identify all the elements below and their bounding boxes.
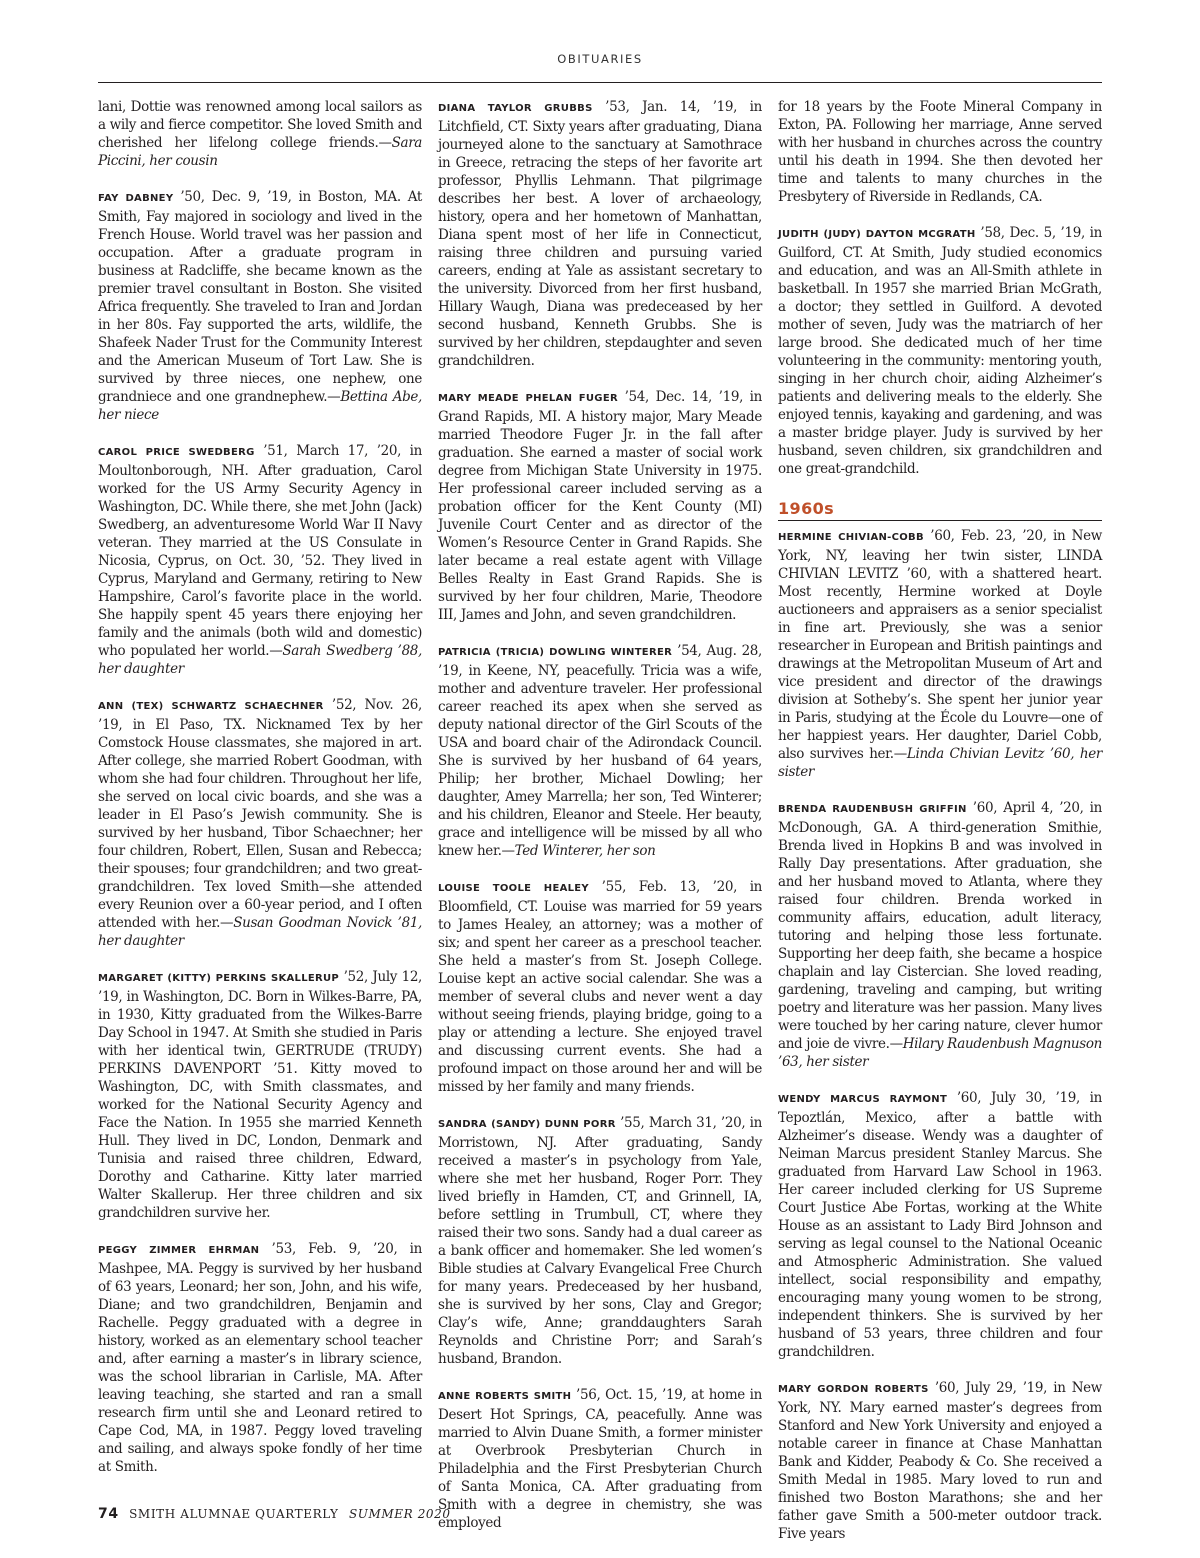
obituary-signature: Ted Winterer, her son — [514, 843, 656, 859]
obituary-entry — [438, 642, 762, 860]
obituary-entry — [778, 1379, 1102, 1543]
obituary-signature: Linda Chivian Levitz ’60, her sister — [778, 746, 1102, 780]
obituary-text: ’53, Jan. 14, ’19, in Litchfield, CT. Sixty years after graduating, Diana journeyed alone to the sanctuary at Samothrace in Greece, retracing the steps of her favorite art professor, Phyllis Lehmann. That pilgrimage describes her best. A lover of archaeology, history, opera and her hometown of Manhattan, Diana spent most of her life in Connecticut, raising three children and pursuing varied careers, ending at Yale as assistant secretary to the university. Divorced from her first husband, Hillary Waugh, Diana was predeceased by her second husband, Kenneth Grubbs. She is survived by her children, stepdaughter and seven grandchildren. — [438, 99, 762, 369]
obituary-text: ’54, Aug. 28, ’19, in Keene, NY, peacefully. Tricia was a wife, mother and adventure traveler. Her professional career reached its apex when she served as deputy national director of the Girl Scouts of the USA and board chair of the Adirondack Council. She is survived by her husband of 64 years, Philip; her brother, Michael Dowling; her daughter, Amey Marrella; her son, Ted Winterer; and his children, Eleanor and Steele. Her beauty, grace and intelligence will be missed by all who knew her.— — [438, 643, 762, 859]
obituary-signature: Sarah Swedberg ’88, her daughter — [98, 643, 422, 677]
obituary-entry — [778, 98, 1102, 206]
column-1 — [98, 98, 422, 1488]
obituary-name: JUDITH (JUDY) DAYTON MCGRATH — [778, 229, 976, 240]
column-2 — [438, 98, 763, 1531]
obituary-text: ’55, Feb. 13, ’20, in Bloomfield, CT. Louise was married for 59 years to James Healey, an attorney; was a mother of six; and spent her career as a preschool teacher. She held a master’s from St. Joseph College. Louise kept an active social calendar. She was a member of several clubs and never went a day without seeing friends, playing bridge, going to a play or attending a lecture. She enjoyed travel and discussing current events. She had a profound impact on those around her and will be missed by her family and many friends. — [438, 879, 763, 1095]
obituary-text: ’60, April 4, ’20, in McDonough, GA. A third-generation Smithie, Brenda lived in Hopkins B and was involved in Rally Day presentations. After graduation, she and her husband moved to Atlanta, where they raised four children. Brenda worked in community affairs, education, adult literacy, tutoring and helping those less fortunate. Supporting her deep faith, she became a hospice chaplain and lay Cistercian. She loved reading, gardening, traveling and camping, but writing poetry and literature was her passion. Many lives were touched by her caring nature, clever humor and joie de vivre.— — [778, 800, 1102, 1052]
obituary-name: SANDRA (SANDY) DUNN PORR — [438, 1119, 616, 1130]
obituary-entry — [98, 98, 422, 170]
obituary-name: FAY DABNEY — [98, 193, 174, 204]
obituary-name: ANN (TEX) SCHWARTZ SCHAECHNER — [98, 701, 324, 712]
obituary-text: ’54, Dec. 14, ’19, in Grand Rapids, MI. A history major, Mary Meade married Theodore Fuger Jr. in the fall after graduation. She earned a master of social work degree from Michigan State University in 1975. Her professional career included serving as a probation officer for the Kent County (MI) Juvenile Court Center and as director of the Women’s Resource Center in Grand Rapids. She later became a real estate agent with Village Belles Realty in East Grand Rapids. She is survived by her four children, Marie, Theodore III, James and John, and seven grandchildren. — [438, 389, 762, 623]
page-number: 74 — [98, 1506, 119, 1522]
obituary-entry — [438, 388, 762, 624]
page-footer — [98, 1506, 451, 1522]
obituary-name: HERMINE CHIVIAN-COBB — [778, 532, 924, 543]
obituary-name: MARY GORDON ROBERTS — [778, 1384, 929, 1395]
obituary-signature: Bettina Abe, her niece — [98, 389, 422, 423]
publication-name: SMITH ALUMNAE QUARTERLY — [129, 1507, 339, 1521]
obituary-entry — [778, 224, 1102, 478]
obituary-entry — [438, 878, 762, 1096]
obituary-name: LOUISE TOOLE HEALEY — [438, 883, 589, 894]
obituary-text: ’56, Oct. 15, ’19, at home in Desert Hot Springs, CA, peacefully. Anne was married to Alvin Duane Smith, a former minister at Overbrook Presbyterian Church in Philadelphia and the First Presbyterian Church of Santa Monica, CA. After graduating from Smith with a degree in chemistry, she was employed — [438, 1387, 762, 1531]
obituary-text: ’60, July 30, ’19, in Tepoztlán, Mexico, after a battle with Alzheimer’s disease. Wendy was a daughter of Neiman Marcus president Stanley Marcus. She graduated from Harvard Law School in 1963. Her career included clerking for US Supreme Court Justice Abe Fortas, working at the White House as an assistant to Lady Bird Johnson and serving as legal counsel to the National Oceanic and Atmospheric Administration. She valued intellect, social responsibility and empathy, encouraging many young women to be strong, independent thinkers. She is survived by her husband of 53 years, three children and four grandchildren. — [778, 1090, 1102, 1360]
obituary-entry — [438, 1386, 762, 1532]
decade-heading: 1960s — [778, 496, 1102, 521]
obituary-name: PATRICIA (TRICIA) DOWLING WINTERER — [438, 647, 673, 658]
obituary-name: PEGGY ZIMMER EHRMAN — [98, 1245, 260, 1256]
obituary-signature: Susan Goodman Novick ’81, her daughter — [98, 915, 422, 949]
section-header: OBITUARIES — [557, 52, 643, 66]
obituary-text: ’52, Nov. 26, ’19, in El Paso, TX. Nicknamed Tex by her Comstock House classmates, she majored in art. After college, she married Robert Goodman, with whom she had four children. Throughout her life, she served on local civic boards, and she was a leader in El Paso’s Jewish community. She is survived by her husband, Tibor Schaechner; her four children, Robert, Ellen, Susan and Rebecca; their spouses; four grandchildren; and two great-grandchildren. Tex loved Smith—she attended every Reunion over a 60-year period, and I often attended with her.— — [98, 697, 422, 931]
obituary-entry — [98, 696, 422, 950]
issue-label: SUMMER 2020 — [348, 1507, 451, 1521]
obituary-entry — [98, 442, 422, 678]
obituary-signature: Hilary Raudenbush Magnuson ’63, her sister — [778, 1036, 1102, 1070]
obituary-name: MARGARET (KITTY) PERKINS SKALLERUP — [98, 973, 340, 984]
obituary-entry — [438, 1114, 762, 1368]
obituary-name: DIANA TAYLOR GRUBBS — [438, 103, 593, 114]
obituary-text: lani, Dottie was renowned among local sailors as a wily and fierce competitor. She loved Smith and cherished her lifelong college friends.— — [98, 99, 422, 151]
obituary-entry — [778, 1089, 1102, 1361]
obituary-signature: Sara Piccini, her cousin — [98, 135, 422, 169]
obituary-entry — [98, 1240, 422, 1476]
obituary-entry — [98, 968, 422, 1222]
obituary-name: BRENDA RAUDENBUSH GRIFFIN — [778, 804, 967, 815]
obituary-entry — [438, 98, 762, 370]
obituary-text: ’53, Feb. 9, ’20, in Mashpee, MA. Peggy is survived by her husband of 63 years, Leonard; her son, John, and his wife, Diane; and two grandchildren, Benjamin and Rachelle. Peggy graduated with a degree in history, worked as an elementary school teacher and, after earning a master’s in library science, was the school librarian in Carlisle, MA. After leaving teaching, she started and ran a small research firm until she and Leonard retired to Cape Cod, MA, in 1987. Peggy loved traveling and sailing, and always spoke fondly of her time at Smith. — [98, 1241, 422, 1475]
obituary-entry — [778, 799, 1102, 1071]
obituary-text: ’50, Dec. 9, ’19, in Boston, MA. At Smith, Fay majored in sociology and lived in the French House. World travel was her passion and occupation. After a graduate program in business at Radcliffe, she became known as the premier travel consultant in Boston. She visited Africa frequently. She traveled to Iran and Jordan in her 80s. Fay supported the arts, wildlife, the Shafeek Nader Trust for the Community Interest and the American Museum of Tort Law. She is survived by three nieces, one nephew, one grandniece and one grandnephew.— — [98, 189, 422, 405]
header-rule — [98, 82, 1102, 83]
obituary-text: ’52, July 12, ’19, in Washington, DC. Born in Wilkes-Barre, PA, in 1930, Kitty graduated from the Wilkes-Barre Day School in 1947. At Smith she studied in Paris with her identical twin, GERTRUDE (TRUDY) PERKINS DAVENPORT ’51. Kitty moved to Washington, DC, with Smith classmates, and worked for the National Security Agency and Face the Nation. In 1955 she married Kenneth Hull. They lived in DC, London, Denmark and Tunisia and raised three children, Edward, Dorothy and Catharine. Kitty later married Walter Skallerup. Her three children and six grandchildren survive her. — [98, 969, 422, 1221]
obituary-name: CAROL PRICE SWEDBERG — [98, 447, 255, 458]
obituary-name: ANNE ROBERTS SMITH — [438, 1391, 572, 1402]
obituary-entry — [98, 188, 422, 424]
obituary-entry — [778, 527, 1102, 781]
obituary-name: WENDY MARCUS RAYMONT — [778, 1094, 948, 1105]
obituary-name: MARY MEADE PHELAN FUGER — [438, 393, 618, 404]
obituary-text: ’60, July 29, ’19, in New York, NY. Mary earned master’s degrees from Stanford and New York University and enjoyed a notable career in finance at Chase Manhattan Bank and Kidder, Peabody & Co. She received a Smith Medal in 1985. Mary loved to run and finished two Boston Marathons; she and her father gave Smith a 500-meter outdoor track. Five years — [778, 1380, 1103, 1542]
obituary-text: ’58, Dec. 5, ’19, in Guilford, CT. At Smith, Judy studied economics and education, and was an All-Smith athlete in basketball. In 1957 she married Brian McGrath, a doctor; they settled in Guilford. A devoted mother of seven, Judy was the matriarch of her large brood. She dedicated much of her time volunteering in the community: mentoring youth, singing in her church choir, aiding Alzheimer’s patients and delivering meals to the elderly. She enjoyed tennis, kayaking and gardening, and was a master bridge player. Judy is survived by her husband, seven children, six grandchildren and one great-grandchild. — [778, 225, 1102, 477]
column-3 — [778, 98, 1103, 1542]
obituary-text: ’55, March 31, ’20, in Morristown, NJ. After graduating, Sandy received a master’s in psychology from Yale, where she met her husband, Roger Porr. They lived briefly in Hamden, CT, and Grinnell, IA, before settling in Trumbull, CT, where they raised their two sons. Sandy had a dual career as a bank officer and homemaker. She led women’s Bible studies at Calvary Evangelical Free Church for many years. Predeceased by her husband, she is survived by her sons, Clay and Gregor; Clay’s wife, Anne; granddaughters Sarah Reynolds and Christine Porr; and Sarah’s husband, Brandon. — [438, 1115, 762, 1367]
obituary-text: for 18 years by the Foote Mineral Company in Exton, PA. Following her marriage, Anne served with her husband in churches across the country until his death in 1994. She then devoted her time and talents to many churches in the Presbytery of Riverside in Redlands, CA. — [778, 99, 1102, 205]
obituary-text: ’51, March 17, ’20, in Moultonborough, NH. After graduation, Carol worked for the US Army Security Agency in Washington, DC. While there, she met John (Jack) Swedberg, an adventuresome World War II Navy veteran. They married at the US Consulate in Nicosia, Cyprus, on Oct. 30, ’52. They lived in Cyprus, Maryland and Germany, retiring to New Hampshire, Carol’s favorite place in the world. She happily spent 45 years there enjoying her family and the animals (both wild and domestic) who populated her world.— — [98, 443, 422, 659]
obituary-text: ’60, Feb. 23, ’20, in New York, NY, leaving her twin sister, LINDA CHIVIAN LEVITZ ’60, with a shattered heart. Most recently, Hermine worked at Doyle auctioneers and appraisers as a senior specialist in fine art. Previously, she was a senior researcher in European and British paintings and drawings at the Metropolitan Museum of Art and vice president and director of the drawings division at Sotheby’s. She spent her junior year in Paris, studying at the École du Louvre—one of her happiest years. Her daughter, Dariel Cobb, also survives her.— — [778, 528, 1102, 762]
